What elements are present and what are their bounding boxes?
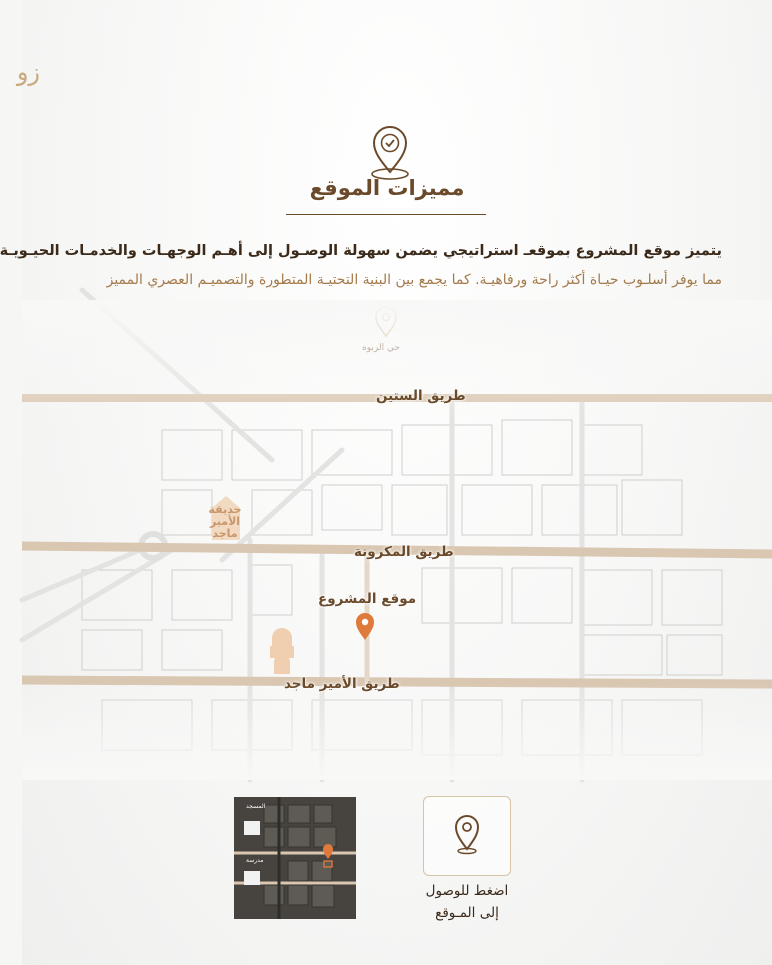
road-label-sitteen: طريق الستين bbox=[376, 388, 466, 404]
intro-line-1: يتميز موقع المشروع بموقعـ استراتيجي يضمن سهولة الوصـول إلى أهـم الوجهـات والخدمـات الحيـويـة bbox=[0, 243, 722, 259]
park-label: حديقة الأمير ماجد bbox=[208, 503, 242, 540]
project-location-label: موقع المشروع bbox=[318, 591, 417, 607]
thumb-label-mosque: المسجد bbox=[246, 803, 266, 810]
location-pin-check-icon bbox=[362, 120, 418, 182]
road-label-prince-majid: طريق الأمير ماجد bbox=[284, 676, 400, 692]
location-pin-icon bbox=[451, 813, 483, 855]
navigate-text-line-2: إلى المـوقع bbox=[435, 905, 499, 921]
satellite-thumbnail[interactable] bbox=[234, 797, 356, 919]
brand-logo-fragment: زو bbox=[16, 58, 40, 86]
title-divider bbox=[286, 214, 486, 215]
page-title: مميزات الموقع bbox=[309, 176, 465, 200]
intro-line-2: مما يوفر أسلـوب حيـاة أكثر راحة ورفاهيـة. كما يجمع بين البنية التحتيـة المتطورة والتصميـم العصري المميز bbox=[106, 272, 722, 288]
road-label-makrunah: طريق المكرونة bbox=[354, 544, 454, 560]
navigate-button[interactable] bbox=[423, 796, 511, 876]
thumb-label-school: مدرسة bbox=[246, 857, 264, 864]
street-map[interactable] bbox=[22, 300, 772, 780]
navigate-text[interactable] bbox=[402, 880, 532, 924]
navigate-text-line-1: اضغط للوصول bbox=[425, 883, 509, 899]
